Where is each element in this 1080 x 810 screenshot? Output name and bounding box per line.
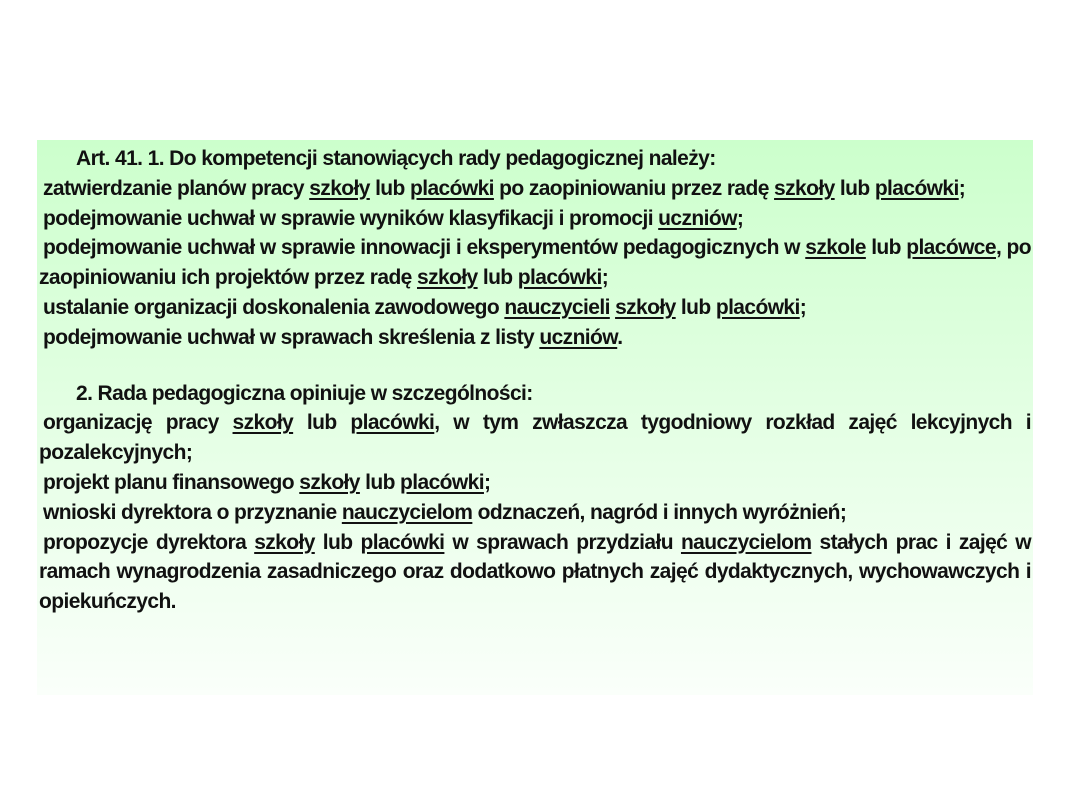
underlined-term: uczniów [539, 325, 618, 349]
underlined-term: placówki [715, 295, 800, 319]
section-1-item [39, 233, 1031, 293]
text-segment: stałych prac i zajęć w ramach wynagrodzenia zasadniczego oraz dodatkowo płatnych zajęć dydaktycznych, wychowawczych i opiekuńczych. [39, 530, 1031, 614]
section-2-item [39, 498, 1031, 528]
section-2-item [39, 408, 1031, 468]
text-segment: lub [359, 470, 401, 494]
text-segment: ; [958, 176, 966, 200]
underlined-term: szkoły [254, 530, 315, 554]
underlined-term: placówki [517, 266, 602, 290]
underlined-term: szkoły [417, 266, 478, 290]
text-segment: lub [477, 266, 518, 290]
section-1-list [39, 174, 1031, 353]
text-segment: po zaopiniowaniu przez radę [493, 176, 775, 200]
text-segment: lub [369, 176, 410, 200]
legal-text-box [37, 140, 1033, 695]
text-segment: w sprawach przydziału [444, 530, 681, 554]
section-1-item [39, 323, 1031, 353]
underlined-term: szkole [805, 236, 866, 260]
underlined-term: placówki [360, 530, 445, 554]
text-segment: zatwierdzanie planów pracy [43, 176, 310, 200]
section-2-item [39, 528, 1031, 617]
underlined-term: nauczycieli [504, 295, 610, 319]
section-2-heading: 2. Rada pedagogiczna opiniuje w szczególności: [76, 381, 533, 405]
text-segment: odznaczeń, nagród i innych wyróżnień; [472, 500, 847, 524]
underlined-term: nauczycielom [680, 530, 812, 554]
underlined-term: placówce [906, 236, 996, 260]
text-segment: lub [675, 295, 716, 319]
text-segment: ; [601, 266, 609, 290]
text-segment: propozycje dyrektora [43, 530, 255, 554]
section-1-item [39, 204, 1031, 234]
section-1-heading: Art. 41. 1. Do kompetencji stanowiących rady pedagogicznej należy: [76, 147, 716, 170]
section-2-item [39, 468, 1031, 498]
text-segment: lub [865, 236, 907, 260]
underlined-term: placówki [410, 176, 494, 200]
underlined-term: szkoły [232, 411, 294, 435]
text-segment: podejmowanie uchwał w sprawach skreślenia z listy [43, 325, 540, 349]
underlined-term: szkoły [299, 470, 360, 494]
text-segment: lub [293, 411, 351, 435]
text-segment: projekt planu finansowego [43, 470, 300, 494]
underlined-term: placówki [400, 470, 484, 494]
text-segment: ustalanie organizacji doskonalenia zawodowego [43, 295, 505, 319]
text-segment: podejmowanie uchwał w sprawie innowacji i eksperymentów pedagogicznych w [43, 236, 806, 260]
text-segment: ; [483, 470, 491, 494]
underlined-term: placówki [874, 176, 959, 200]
underlined-term: nauczycielom [341, 500, 473, 524]
underlined-term: szkoły [309, 176, 370, 200]
underlined-term: placówki [350, 411, 435, 435]
section-1-item [39, 293, 1031, 323]
text-segment: podejmowanie uchwał w sprawie wyników klasyfikacji i promocji [43, 206, 659, 230]
section-2-list [39, 408, 1031, 617]
underlined-term: szkoły [615, 295, 676, 319]
text-segment: wnioski dyrektora o przyznanie [43, 500, 342, 524]
text-segment: , w tym zwłaszcza tygodniowy rozkład zajęć lekcyjnych i pozalekcyjnych; [39, 411, 1031, 465]
text-segment: organizację pracy [43, 411, 233, 435]
text-segment: lub [834, 176, 875, 200]
underlined-term: uczniów [658, 206, 737, 230]
text-segment: ; [736, 206, 744, 230]
section-1-item [39, 174, 1031, 204]
text-segment: , po zaopiniowaniu ich projektów przez radę [39, 236, 1031, 290]
text-segment: lub [314, 530, 361, 554]
text-segment: ; [799, 295, 807, 319]
underlined-term: szkoły [774, 176, 835, 200]
section-gap [39, 353, 1031, 379]
text-segment: . [617, 325, 623, 349]
